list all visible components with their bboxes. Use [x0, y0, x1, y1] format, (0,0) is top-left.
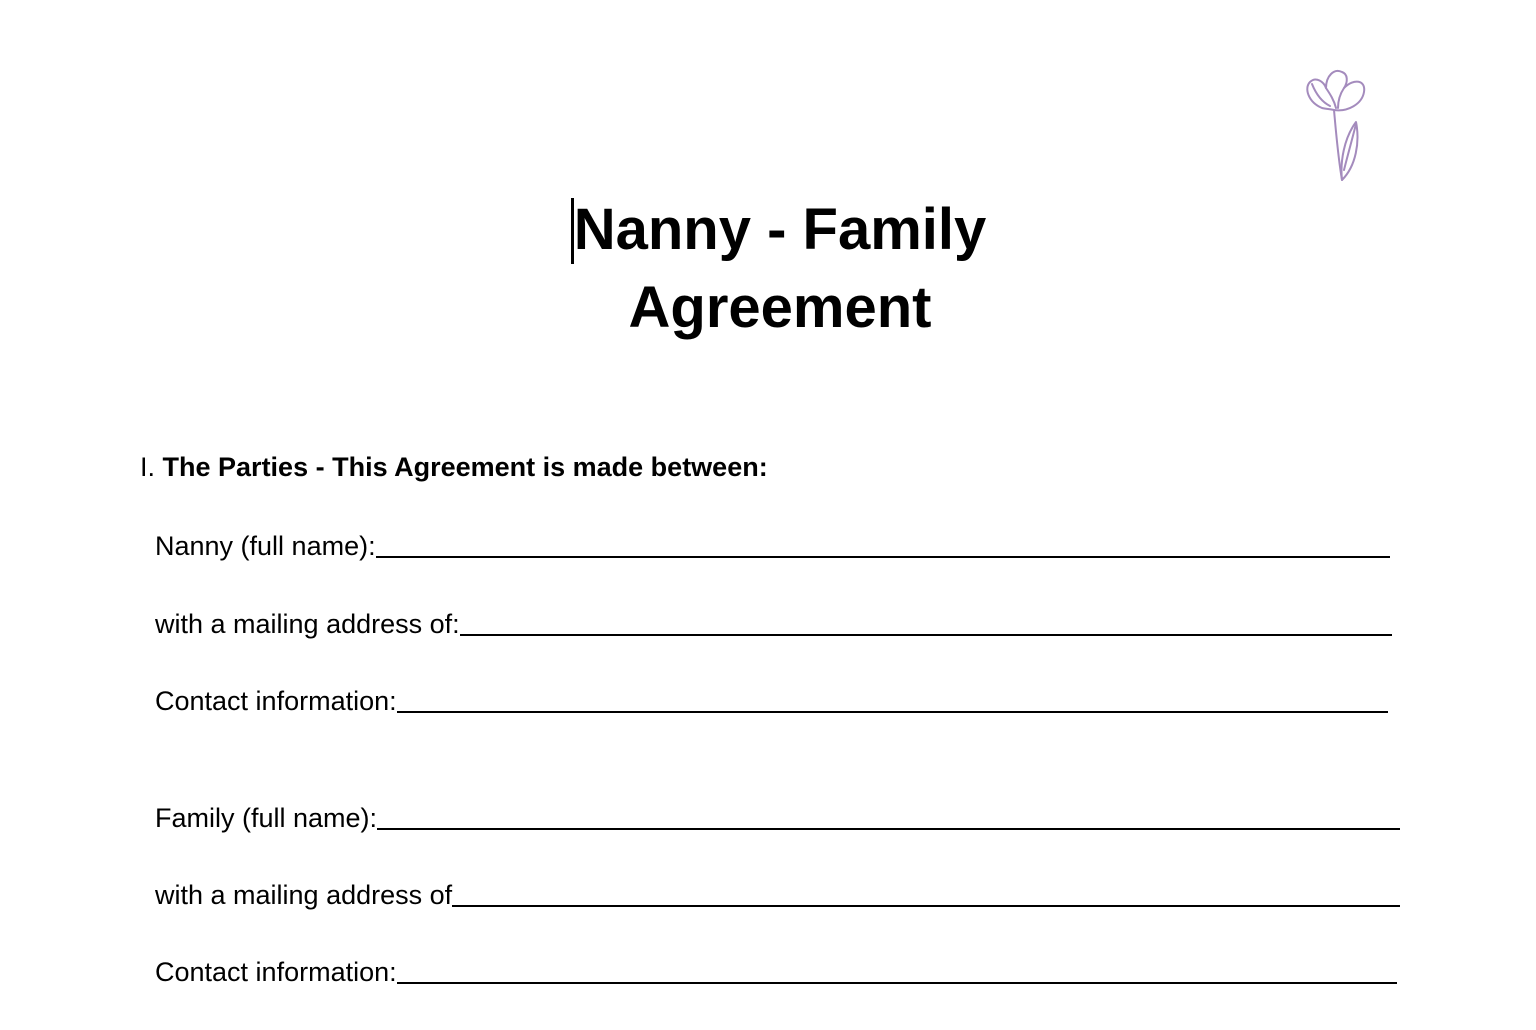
- family-contact-blank-line[interactable]: [397, 982, 1397, 984]
- tulip-line-art-icon: [1300, 62, 1372, 184]
- family-name-field[interactable]: [155, 799, 1400, 835]
- section-heading-parties: [140, 450, 768, 484]
- family-address-blank-line[interactable]: [452, 905, 1400, 907]
- nanny-contact-blank-line[interactable]: [397, 711, 1388, 713]
- nanny-name-blank-line[interactable]: [376, 556, 1390, 558]
- document-title-line-2: Agreement: [628, 275, 932, 340]
- nanny-address-label: with a mailing address of:: [155, 609, 460, 639]
- nanny-contact-field[interactable]: [155, 682, 1388, 718]
- section-heading-text: The Parties - This Agreement is made between:: [162, 452, 768, 482]
- nanny-name-field[interactable]: [155, 527, 1390, 563]
- nanny-address-field[interactable]: [155, 605, 1392, 641]
- family-address-field[interactable]: [155, 876, 1400, 912]
- nanny-address-blank-line[interactable]: [460, 634, 1392, 636]
- family-address-label: with a mailing address of: [155, 880, 453, 910]
- nanny-name-label: Nanny (full name):: [155, 531, 376, 561]
- family-name-label: Family (full name):: [155, 803, 378, 833]
- family-contact-field[interactable]: [155, 953, 1397, 989]
- nanny-contact-label: Contact information:: [155, 686, 397, 716]
- family-contact-label: Contact information:: [155, 957, 397, 987]
- document-title-line-1: Nanny - Family: [573, 197, 987, 262]
- section-number: I.: [140, 452, 156, 482]
- family-name-blank-line[interactable]: [377, 828, 1400, 830]
